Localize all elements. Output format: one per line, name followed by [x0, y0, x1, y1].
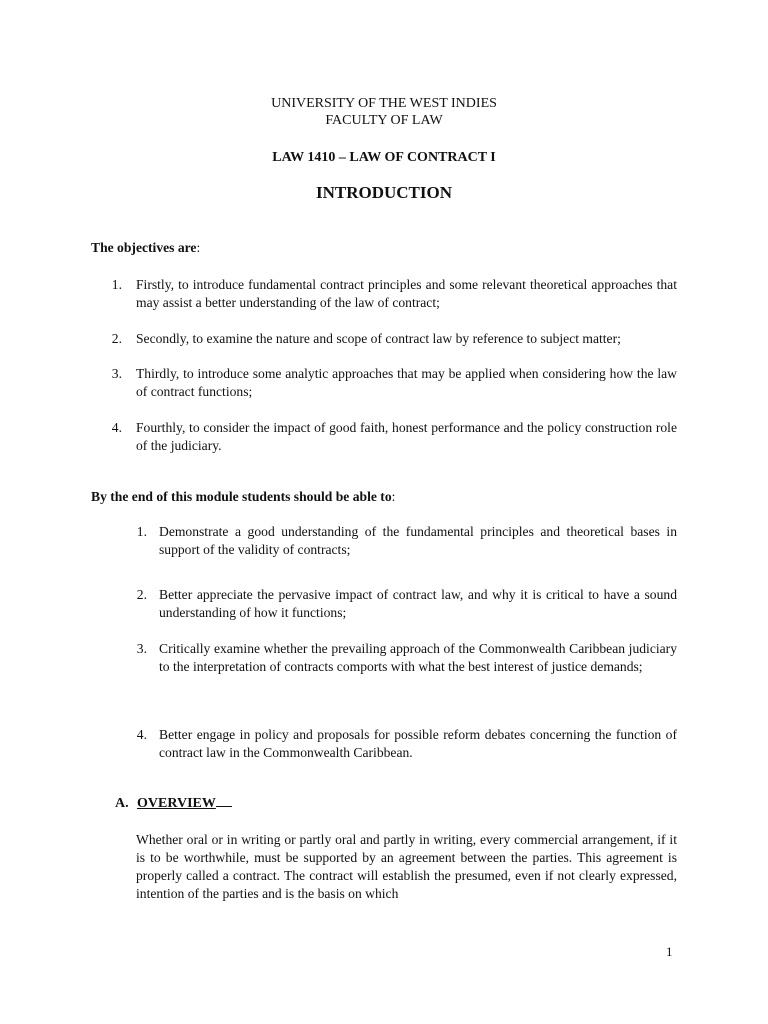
overview-paragraph: Whether oral or in writing or partly oral and partly in writing, every commercial arrangement, if it is to be worthwhile, must be supported by an agreement between the parties. This agreement is properly called a contract. The contract will establish the presumed, even if not clearly expressed, intention of the parties and is the basis on which	[136, 832, 677, 901]
objective-item: Fourthly, to consider the impact of good faith, honest performance and the policy construction role of the judiciary.	[136, 420, 677, 453]
objective-item: Secondly, to examine the nature and scope of contract law by reference to subject matter;	[136, 331, 621, 346]
section-title: OVERVIEW	[137, 796, 216, 811]
objective-item: Firstly, to introduce fundamental contract principles and some relevant theoretical approaches that may assist a better understanding of the law of contract;	[136, 277, 677, 310]
heading-underline	[216, 794, 232, 807]
course-title: LAW 1410 – LAW OF CONTRACT I	[272, 150, 496, 165]
faculty-name: FACULTY OF LAW	[325, 113, 443, 128]
objectives-label-colon: :	[196, 240, 201, 255]
objectives-label-text: The objectives are	[91, 240, 197, 255]
page-title: INTRODUCTION	[315, 183, 453, 202]
outcomes-label	[91, 488, 395, 506]
outcome-number: 4.	[136, 727, 147, 742]
outcome-number: 3.	[136, 641, 147, 656]
objective-item: Thirdly, to introduce some analytic approaches that may be applied when considering how the law of contract functions;	[136, 366, 677, 399]
outcome-number: 2.	[136, 587, 147, 602]
section-heading	[115, 794, 232, 813]
objective-number: 4.	[111, 420, 122, 435]
page-number: 1	[666, 944, 673, 959]
outcomes-label-colon: :	[391, 489, 396, 504]
outcomes-label-text: By the end of this module students should be able to	[91, 489, 392, 504]
outcome-item: Better appreciate the pervasive impact of contract law, and why it is critical to have a sound understanding of how it functions;	[159, 587, 677, 620]
objective-number: 2.	[111, 331, 122, 346]
objective-number: 3.	[111, 366, 122, 381]
outcome-item: Demonstrate a good understanding of the fundamental principles and theoretical bases in support of the validity of contracts;	[159, 524, 677, 557]
outcome-number: 1.	[136, 524, 147, 539]
objective-number: 1.	[111, 277, 122, 292]
outcome-item: Better engage in policy and proposals for possible reform debates concerning the function of contract law in the Commonwealth Caribbean.	[159, 727, 677, 760]
outcome-item: Critically examine whether the prevailing approach of the Commonwealth Caribbean judiciary to the interpretation of contracts comports with what the best interest of justice demands;	[159, 641, 677, 674]
section-letter: A.	[115, 796, 129, 811]
university-name: UNIVERSITY OF THE WEST INDIES	[271, 96, 497, 111]
objectives-label	[91, 239, 200, 257]
